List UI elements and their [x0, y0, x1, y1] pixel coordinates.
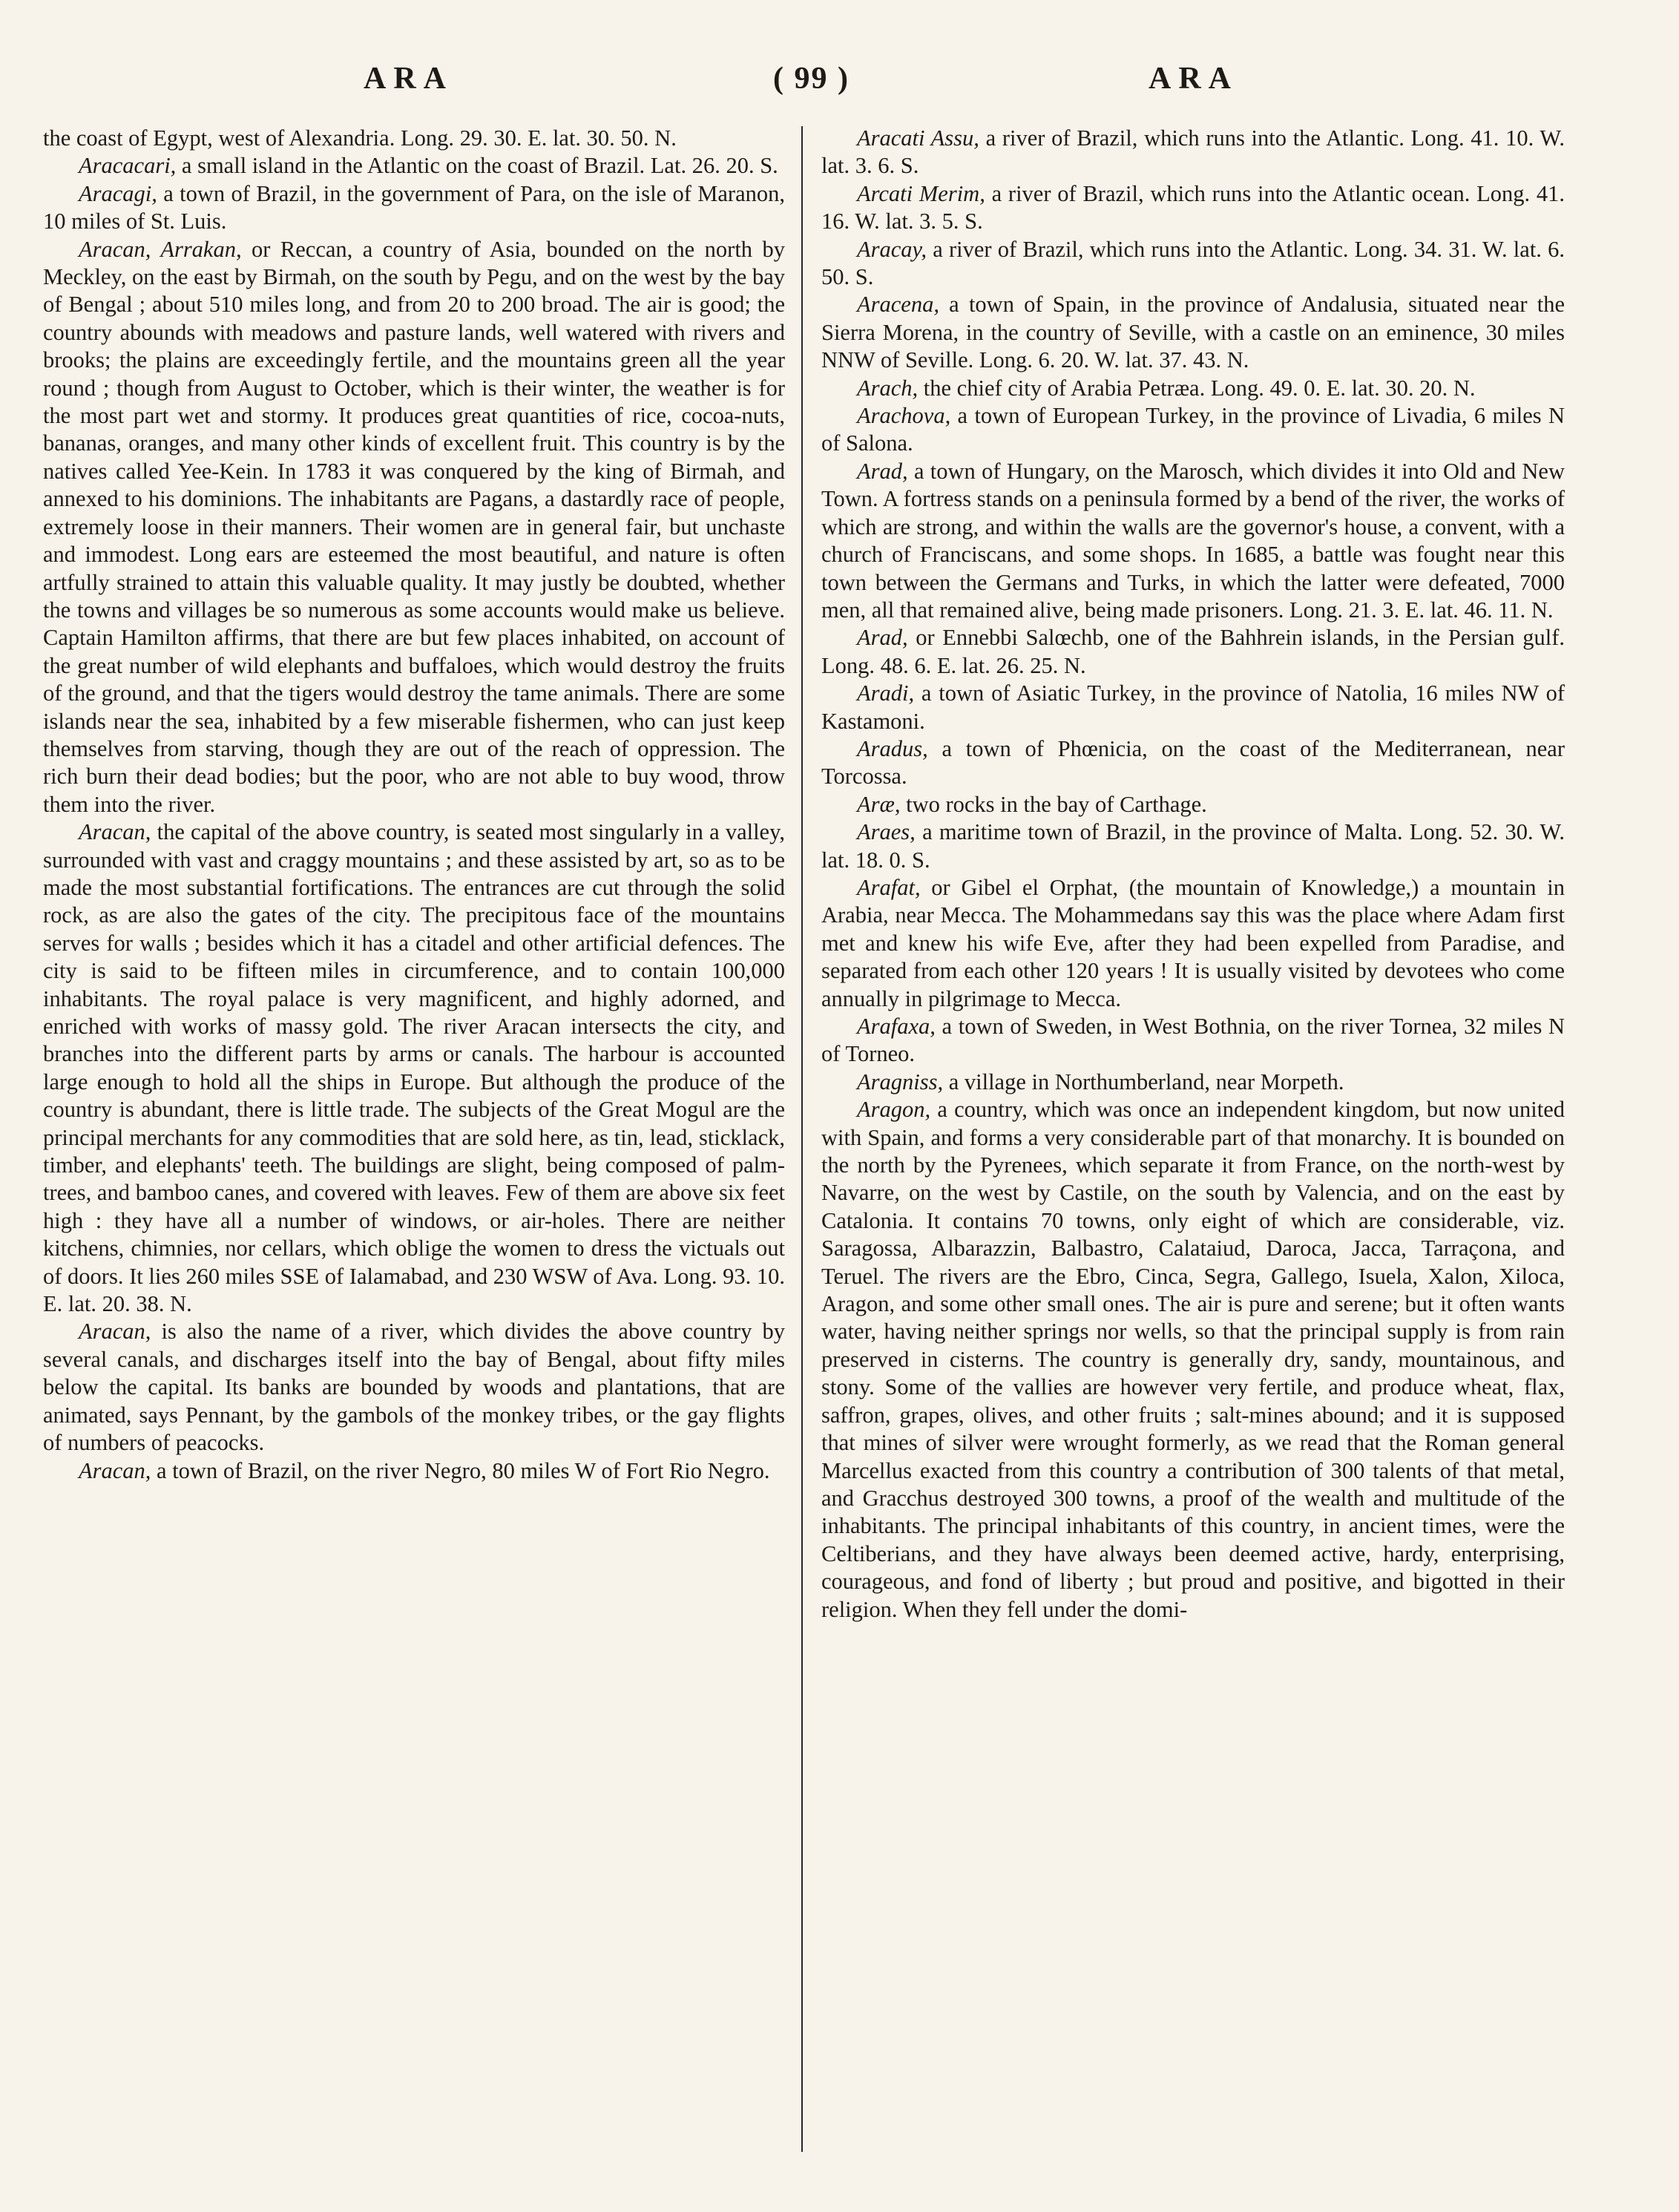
entry-headword: Arach,: [857, 375, 919, 401]
gazetteer-entry: [821, 291, 1565, 374]
gazetteer-entry: [821, 125, 1565, 180]
gazetteer-entry: [43, 1457, 785, 1485]
entry-text: a town of Hungary, on the Marosch, which divides it into Old and New Town. A fortress stands on a peninsula formed by a bend of the river, the works of which are strong, and within the walls are the governor's house, a convent, with a church of Franciscans, and some shops. In 1685, a battle was fought near this town between the Germans and Turks, in which the latter were defeated, 7000 men, all that remained alive, being made prisoners. Long. 21. 3. E. lat. 46. 11. N.: [821, 458, 1565, 623]
gazetteer-entry: [43, 818, 785, 1318]
entry-headword: Aragniss,: [857, 1069, 944, 1094]
entry-headword: Aracan,: [79, 1457, 151, 1483]
right-column: [821, 125, 1565, 1624]
entry-text: a town of European Turkey, in the province of Livadia, 6 miles N of Salona.: [821, 403, 1565, 456]
entry-headword: Aracena,: [857, 292, 939, 318]
gazetteer-entry: [821, 375, 1565, 402]
entry-headword: Aracagi,: [79, 180, 157, 206]
entry-headword: Aragon,: [857, 1097, 931, 1123]
entry-text: a maritime town of Brazil, in the province of Malta. Long. 52. 30. W. lat. 18. 0. S.: [821, 819, 1565, 873]
entry-text: a small island in the Atlantic on the coast of Brazil. Lat. 26. 20. S.: [176, 153, 778, 179]
gazetteer-entry: [821, 624, 1565, 680]
gazetteer-entry: [821, 874, 1565, 1013]
entry-text: is also the name of a river, which divides the above country by several canals, and discharges itself into the bay of Bengal, about fifty miles below the capital. Its banks are bounded by woods and plantations, that are animated, says Pennant, by the gambols of the monkey tribes, or the gay flights of numbers of peacocks.: [43, 1319, 785, 1456]
gazetteer-entry: [821, 1096, 1565, 1624]
gazetteer-entry: [43, 152, 785, 180]
entry-text: two rocks in the bay of Carthage.: [900, 791, 1207, 817]
entry-headword: Arachova,: [857, 403, 951, 429]
entry-text: a river of Brazil, which runs into the Atlantic ocean. Long. 41. 16. W. lat. 3. 5. S.: [821, 180, 1565, 234]
gazetteer-entry: [821, 818, 1565, 874]
gazetteer-entry: [43, 236, 785, 819]
entry-headword: Arcati Merim,: [857, 180, 985, 206]
entry-text: the capital of the above country, is seated most singularly in a valley, surrounded with vast and craggy mountains ; and these assisted by art, so as to be made the most substantial fortifications. The entrances are cut through the solid rock, as are also the gates of the city. The precipitous face of the mountains serves for walls ; besides which it has a citadel and other artificial defences. The city is said to be fifteen miles in circumference, and to contain 100,000 inhabitants. The royal palace is very magnificent, and highly adorned, and enriched with works of massy gold. The river Aracan intersects the city, and branches into the different parts by arms or canals. The harbour is accounted large enough to hold all the ships in Europe. But although the produce of the country is abundant, there is little trade. The subjects of the Great Mogul are the principal merchants for any commodities that are sold here, as tin, lead, sticklack, timber, and elephants' teeth. The buildings are slight, being composed of palm-trees, and bamboo canes, and covered with leaves. Few of them are above six feet high : they have all a number of windows, or air-holes. There are neither kitchens, chimnies, nor cellars, which oblige the women to dress the victuals out of doors. It lies 260 miles SSE of Ialamabad, and 230 WSW of Ava. Long. 93. 10. E. lat. 20. 38. N.: [43, 819, 785, 1317]
left-column: [43, 125, 785, 1485]
entry-headword: Aracati Assu,: [857, 125, 979, 151]
entry-headword: Aracacari,: [79, 153, 177, 179]
gazetteer-entry: [821, 791, 1565, 818]
entry-text: or Ennebbi Salœchb, one of the Bahhrein islands, in the Persian gulf. Long. 48. 6. E. lat. 26. 25. N.: [821, 625, 1565, 678]
gazetteer-entry: [821, 680, 1565, 735]
gazetteer-entry: [821, 1069, 1565, 1096]
gazetteer-entry: [821, 735, 1565, 791]
entry-headword: Aracan,: [79, 819, 151, 845]
entry-text: a river of Brazil, which runs into the Atlantic. Long. 41. 10. W. lat. 3. 6. S.: [821, 125, 1565, 179]
entry-text: a town of Phœnicia, on the coast of the Mediterranean, near Torcossa.: [821, 735, 1565, 790]
header-left-word: ARA: [364, 62, 453, 96]
gazetteer-entry: [43, 1318, 785, 1457]
entry-headword: Araes,: [857, 819, 916, 845]
column-divider: [801, 126, 803, 2152]
entry-text: a town of Asiatic Turkey, in the province of Natolia, 16 miles NW of Kastamoni.: [821, 680, 1565, 734]
entry-text: a town of Brazil, in the government of Para, on the isle of Maranon, 10 miles of St. Luis.: [43, 180, 785, 234]
entry-text: a river of Brazil, which runs into the Atlantic. Long. 34. 31. W. lat. 6. 50. S.: [821, 236, 1565, 290]
entry-headword: Arad,: [857, 625, 908, 651]
entry-text: a town of Spain, in the province of Andalusia, situated near the Sierra Morena, in the country of Seville, with a castle on an eminence, 30 miles NNW of Seville. Long. 6. 20. W. lat. 37. 43. N.: [821, 292, 1565, 373]
entry-text: the coast of Egypt, west of Alexandria. Long. 29. 30. E. lat. 30. 50. N.: [43, 125, 677, 151]
entry-headword: Arafat,: [857, 874, 921, 900]
gazetteer-entry: [821, 180, 1565, 236]
gazetteer-entry: [821, 458, 1565, 624]
entry-headword: Aræ,: [857, 791, 901, 817]
gazetteer-entry: [821, 236, 1565, 292]
gazetteer-entry: [821, 402, 1565, 458]
entry-text: the chief city of Arabia Petræa. Long. 49. 0. E. lat. 30. 20. N.: [918, 375, 1476, 401]
header-right-word: ARA: [1149, 62, 1238, 96]
entry-headword: Arafaxa,: [857, 1014, 936, 1039]
entry-text: a country, which was once an independent kingdom, but now united with Spain, and forms a very considerable part of that monarchy. It is bounded on the north by the Pyrenees, which separate it from France, on the north-west by Navarre, on the west by Castile, on the south by Valencia, and on the east by Catalonia. It contains 70 towns, only eight of which are considerable, viz. Saragossa, Albarazzin, Balbastro, Calataiud, Daroca, Jacca, Tarraçona, and Teruel. The rivers are the Ebro, Cinca, Segra, Gallego, Isuela, Xalon, Xiloca, Aragon, and some other small ones. The air is pure and serene; but it often wants water, having neither springs nor wells, so that the principal supply is from rain preserved in cisterns. The country is generally dry, sandy, mountainous, and stony. Some of the vallies are however very fertile, and produce wheat, flax, saffron, grapes, olives, and other fruits ; salt-mines abound; and it is supposed that mines of silver were wrought formerly, as we read that the Roman general Marcellus exacted from this country a contribution of 300 talents of that metal, and Gracchus destroyed 300 towns, a proof of the wealth and multitude of the inhabitants. The principal inhabitants of this country, in ancient times, were the Celtiberians, and they have always been deemed active, hardy, enterprising, courageous, and fond of liberty ; but proud and positive, and bigotted in their religion. When they fell under the domi-: [821, 1097, 1565, 1622]
entry-text: a town of Sweden, in West Bothnia, on the river Tornea, 32 miles N of Torneo.: [821, 1014, 1565, 1067]
gazetteer-entry: [43, 180, 785, 236]
entry-text: a town of Brazil, on the river Negro, 80 miles W of Fort Rio Negro.: [151, 1457, 770, 1483]
entry-headword: Aracay,: [857, 236, 927, 262]
entry-headword: Aracan,: [79, 1319, 151, 1345]
gazetteer-entry: [821, 1013, 1565, 1069]
entry-headword: Aradus,: [857, 735, 928, 761]
entry-headword: Arad,: [857, 458, 908, 484]
entry-text: a village in Northumberland, near Morpeth.: [943, 1069, 1344, 1094]
running-head: [0, 61, 1679, 120]
entry-headword: Aradi,: [857, 680, 915, 706]
gazetteer-entry: [43, 125, 785, 152]
entry-headword: Aracan, Arrakan,: [79, 236, 242, 262]
entry-text: or Gibel el Orphat, (the mountain of Knowledge,) a mountain in Arabia, near Mecca. The Mohammedans say this was the place where Adam first met and knew his wife Eve, after they had been expelled from Paradise, and separated from each other 120 years ! It is usually visited by devotees who come annually in pilgrimage to Mecca.: [821, 874, 1565, 1011]
entry-text: or Reccan, a country of Asia, bounded on the north by Meckley, on the east by Birmah, on the south by Pegu, and on the west by the bay of Bengal ; about 510 miles long, and from 20 to 200 broad. The air is good; the country abounds with meadows and pasture lands, well watered with rivers and brooks; the plains are exceedingly fertile, and the mountains green all the year round ; though from August to October, which is their winter, the weather is for the most part wet and stormy. It produces great quantities of rice, cocoa-nuts, bananas, oranges, and many other kinds of excellent fruit. This country is by the natives called Yee-Kein. In 1783 it was conquered by the king of Birmah, and annexed to his dominions. The inhabitants are Pagans, a dastardly race of people, extremely loose in their manners. Their women are in general fair, but unchaste and immodest. Long ears are esteemed the most beautiful, and nature is often artfully strained to attain this valuable quality. It may justly be doubted, whether the towns and villages be so numerous as some accounts would make us believe. Captain Hamilton affirms, that there are but few places inhabited, on account of the great number of wild elephants and buffaloes, which would destroy the fruits of the ground, and that the tigers would destroy the tame animals. There are some islands near the sea, inhabited by a few miserable fishermen, who can just keep themselves from starving, though they are out of the reach of oppression. The rich burn their dead bodies; but the poor, who are not able to buy wood, throw them into the river.: [43, 236, 785, 817]
page-number: ( 99 ): [773, 62, 850, 96]
